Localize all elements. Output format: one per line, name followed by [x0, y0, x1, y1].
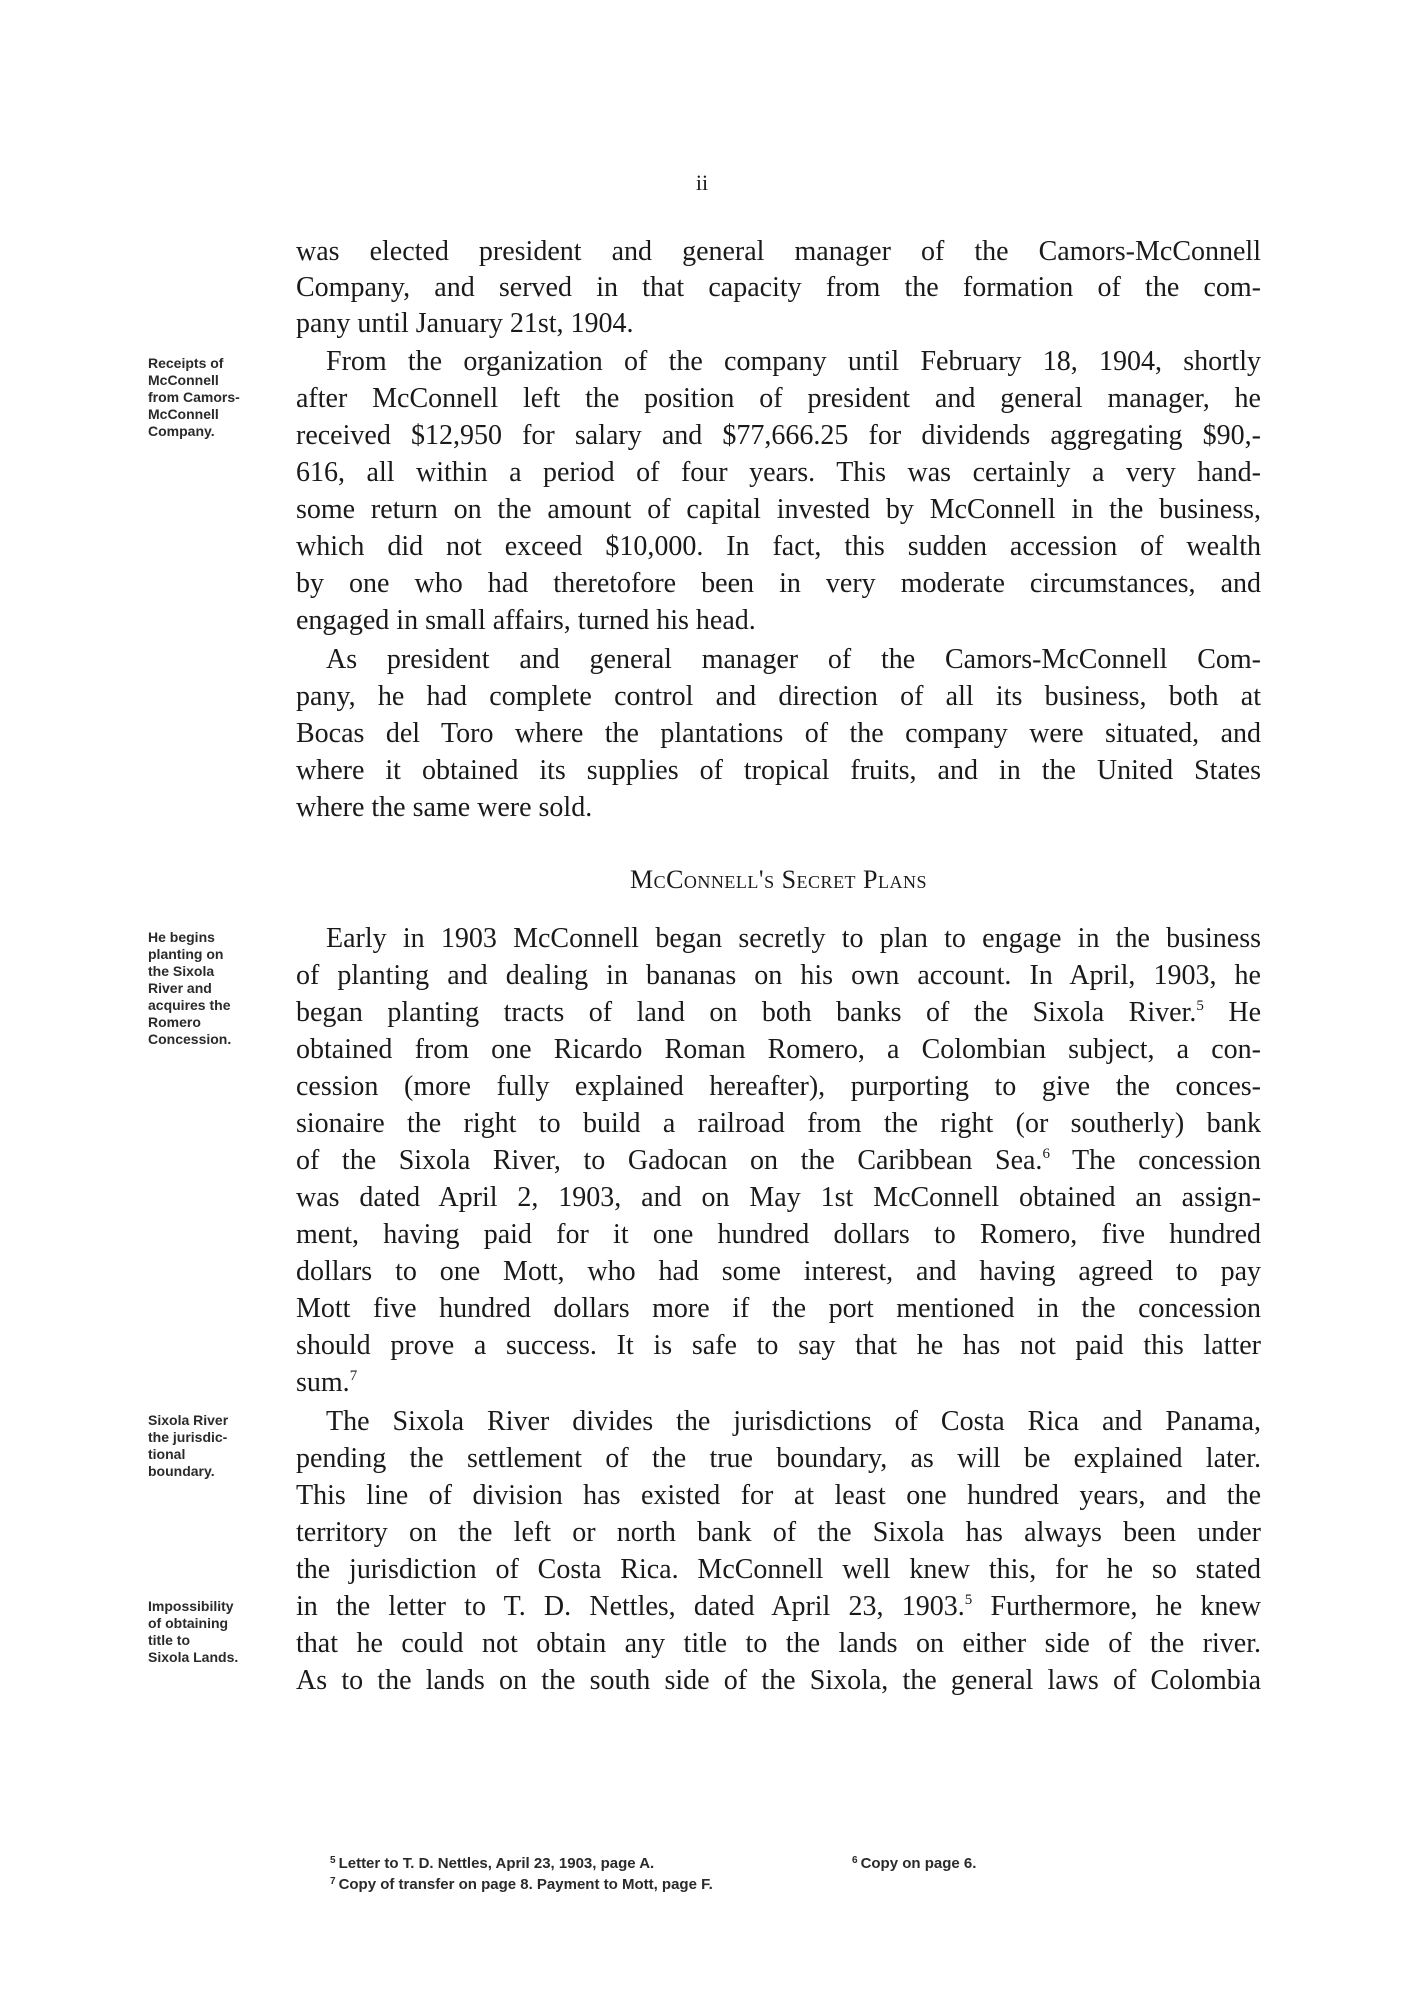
- body-line: [296, 1143, 1261, 1179]
- body-line: As to the lands on the south side of the Sixola, the general laws of Colombia: [296, 1665, 1261, 1696]
- body-line: As president and general manager of the Camors-McConnell Com-: [326, 644, 1261, 675]
- body-line: ment, having paid for it one hundred dollars to Romero, five hundred: [296, 1219, 1261, 1250]
- margin-note-line: Sixola River: [148, 1412, 229, 1428]
- body-line: received $12,950 for salary and $77,666.25 for dividends aggregating $90,-: [296, 420, 1261, 451]
- margin-note-planting: [148, 929, 273, 1048]
- body-line: Mott five hundred dollars more if the port mentioned in the concession: [296, 1293, 1261, 1324]
- body-line: dollars to one Mott, who had some interest, and having agreed to pay: [296, 1256, 1261, 1287]
- body-line: of planting and dealing in bananas on his own account. In April, 1903, he: [296, 960, 1261, 991]
- body-line: was dated April 2, 1903, and on May 1st McConnell obtained an assign-: [296, 1182, 1261, 1213]
- margin-note-receipts: [148, 355, 273, 440]
- margin-note-line: Company.: [148, 423, 215, 439]
- margin-note-line: of obtaining: [148, 1615, 229, 1631]
- body-line: was elected president and general manager of the Camors-McConnell: [296, 236, 1261, 267]
- body-line: where it obtained its supplies of tropical fruits, and in the United States: [296, 755, 1261, 786]
- footnote-ref: 6: [1042, 1146, 1050, 1162]
- body-line: obtained from one Ricardo Roman Romero, a Colombian subject, a con-: [296, 1034, 1261, 1065]
- body-line: [296, 1589, 1261, 1625]
- body-line: which did not exceed $10,000. In fact, this sudden accession of wealth: [296, 531, 1261, 562]
- footnote: [852, 1851, 976, 1874]
- margin-note-line: tional: [148, 1446, 186, 1462]
- line-text: in the letter to T. D. Nettles, dated April 23, 1903.: [296, 1591, 965, 1622]
- margin-note-line: Concession.: [148, 1031, 232, 1047]
- footnote-mark: 7: [330, 1876, 336, 1887]
- line-text: began planting tracts of land on both banks of the Sixola River.: [296, 997, 1197, 1028]
- footnote-mark: 5: [330, 1855, 336, 1866]
- margin-note-impossibility: [148, 1598, 273, 1666]
- margin-note-line: Romero: [148, 1014, 201, 1030]
- footnote-ref: 7: [349, 1368, 358, 1384]
- footnote-text: Letter to T. D. Nettles, April 23, 1903, page A.: [338, 1855, 655, 1872]
- margin-note-line: planting on: [148, 946, 224, 962]
- body-line: where the same were sold.: [296, 792, 593, 823]
- body-line: Early in 1903 McConnell began secretly to plan to engage in the business: [326, 923, 1261, 954]
- body-line: [296, 995, 1261, 1031]
- body-line: pending the settlement of the true boundary, as will be explained later.: [296, 1443, 1261, 1474]
- margin-note-line: the jurisdic-: [148, 1429, 228, 1445]
- margin-note-line: boundary.: [148, 1463, 215, 1479]
- line-text: sum.: [296, 1367, 350, 1398]
- margin-note-line: River and: [148, 980, 212, 996]
- body-line: engaged in small affairs, turned his head.: [296, 605, 756, 636]
- footnote-ref: 5: [964, 1592, 973, 1608]
- body-line: territory on the left or north bank of the Sixola has always been under: [296, 1517, 1261, 1548]
- body-line: Company, and served in that capacity from the formation of the com-: [296, 272, 1261, 303]
- footnote-mark: 6: [852, 1855, 858, 1866]
- line-text: He: [1228, 997, 1261, 1028]
- footnote-ref: 5: [1196, 998, 1204, 1014]
- margin-note-line: title to: [148, 1632, 190, 1648]
- body-line: pany, he had complete control and direction of all its business, both at: [296, 681, 1261, 712]
- margin-note-line: Receipts of: [148, 355, 224, 371]
- body-line: after McConnell left the position of president and general manager, he: [296, 383, 1261, 414]
- margin-note-sixola-boundary: [148, 1412, 273, 1480]
- line-text: The concession: [1072, 1145, 1262, 1176]
- footnote: [330, 1872, 713, 1895]
- margin-note-line: Impossibility: [148, 1598, 234, 1614]
- body-line: 616, all within a period of four years. This was certainly a very hand-: [296, 457, 1261, 488]
- margin-note-line: from Camors-: [148, 389, 240, 405]
- body-line: some return on the amount of capital invested by McConnell in the business,: [296, 494, 1261, 525]
- margin-note-line: the Sixola: [148, 963, 215, 979]
- section-heading: McConnell's Secret Plans: [629, 865, 928, 894]
- body-line: by one who had theretofore been in very moderate circumstances, and: [296, 568, 1261, 599]
- body-line: The Sixola River divides the jurisdictions of Costa Rica and Panama,: [326, 1406, 1261, 1437]
- margin-note-line: He begins: [148, 929, 215, 945]
- body-line: should prove a success. It is safe to say that he has not paid this latter: [296, 1330, 1261, 1361]
- margin-note-line: Sixola Lands.: [148, 1649, 239, 1665]
- line-text: of the Sixola River, to Gadocan on the Caribbean Sea.: [296, 1145, 1043, 1176]
- page-number: ii: [695, 170, 709, 195]
- body-line: [296, 1365, 1261, 1401]
- body-line: that he could not obtain any title to the lands on either side of the river.: [296, 1628, 1261, 1659]
- footnote-text: Copy of transfer on page 8. Payment to Mott, page F.: [338, 1876, 713, 1893]
- body-line: pany until January 21st, 1904.: [296, 308, 634, 339]
- footnote-text: Copy on page 6.: [860, 1855, 977, 1872]
- line-text: Furthermore, he knew: [990, 1591, 1262, 1622]
- body-line: the jurisdiction of Costa Rica. McConnell well knew this, for he so stated: [296, 1554, 1261, 1585]
- body-line: Bocas del Toro where the plantations of the company were situated, and: [296, 718, 1261, 749]
- margin-note-line: McConnell: [148, 372, 219, 388]
- margin-note-line: McConnell: [148, 406, 219, 422]
- body-line: sionaire the right to build a railroad from the right (or southerly) bank: [296, 1108, 1261, 1139]
- footnote: [330, 1851, 654, 1874]
- margin-note-line: acquires the: [148, 997, 231, 1013]
- body-line: From the organization of the company until February 18, 1904, shortly: [326, 346, 1261, 377]
- body-line: This line of division has existed for at least one hundred years, and the: [296, 1480, 1261, 1511]
- body-line: cession (more fully explained hereafter), purporting to give the conces-: [296, 1071, 1261, 1102]
